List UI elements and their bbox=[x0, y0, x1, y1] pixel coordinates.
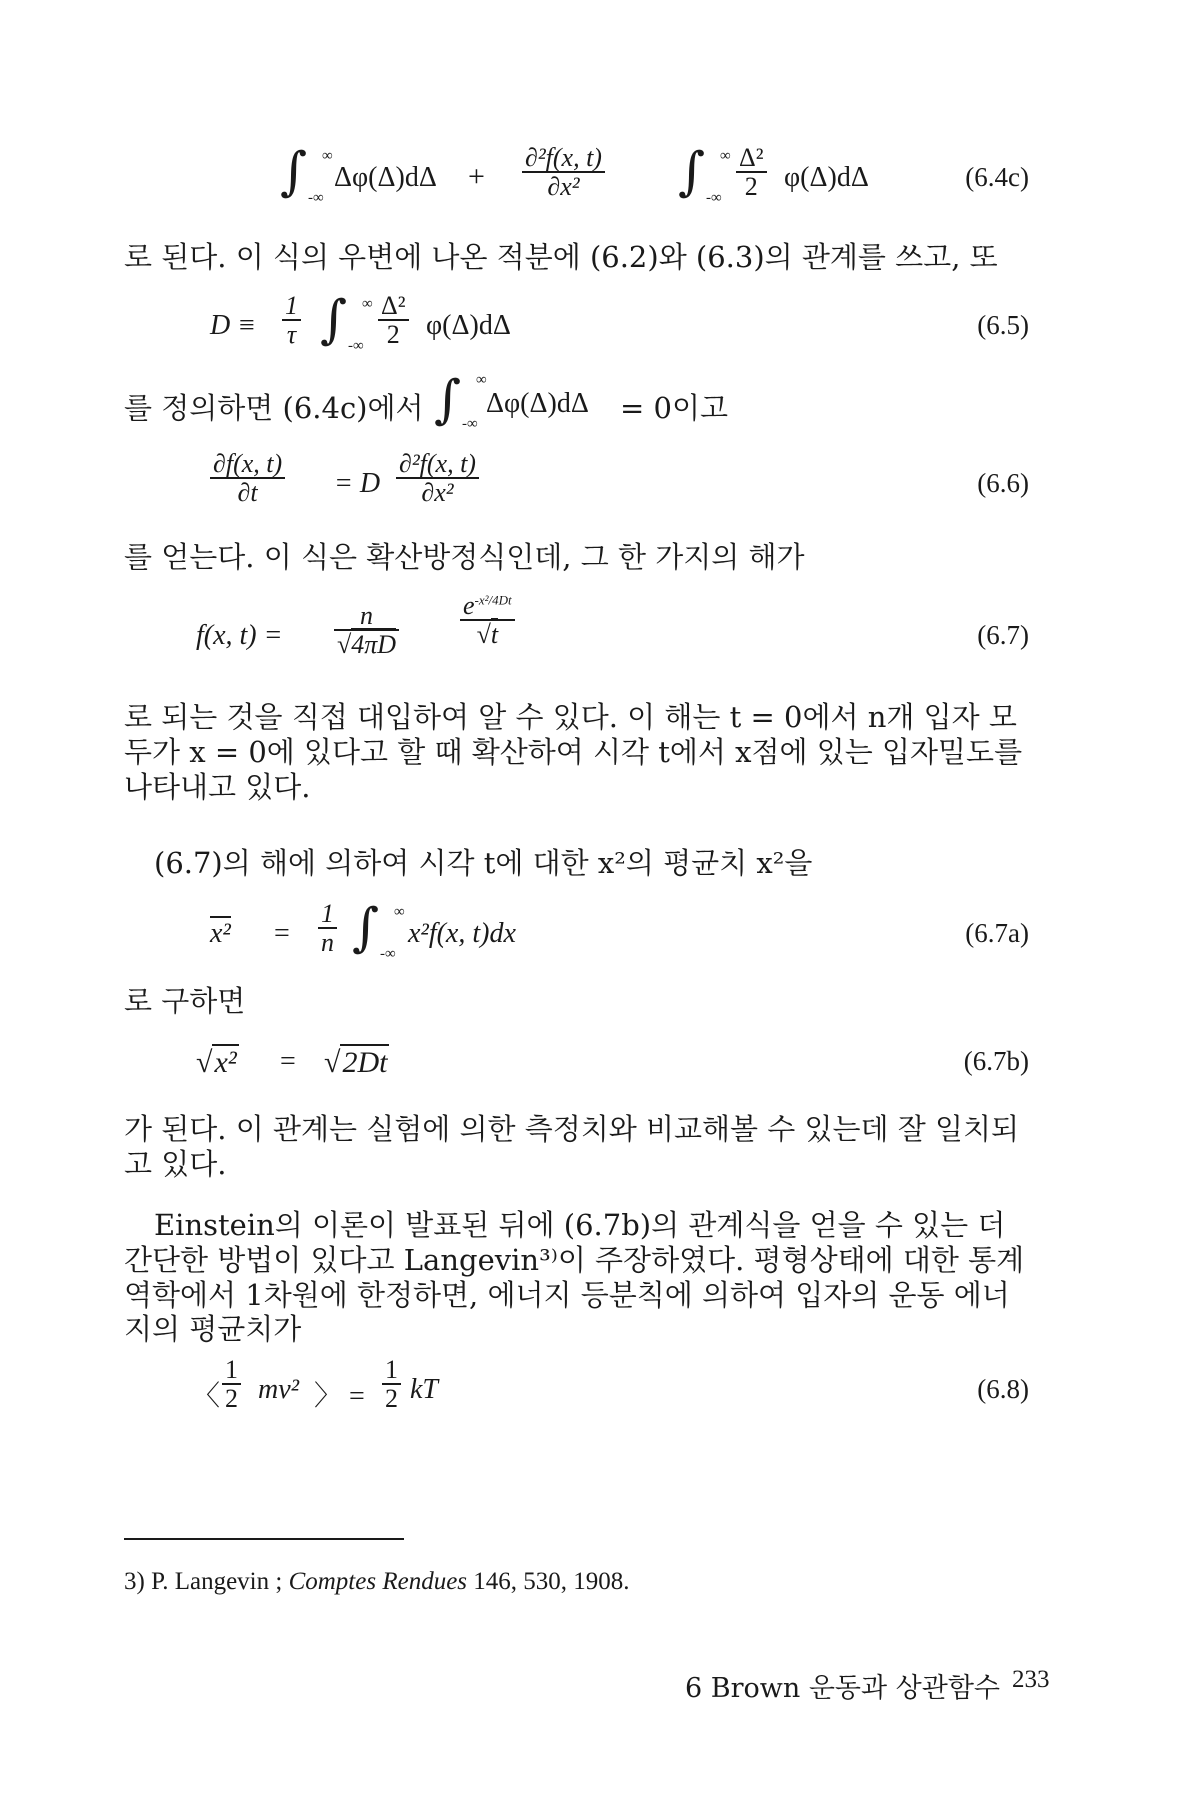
paragraph: 가 된다. 이 관계는 실험에 의한 측정치와 비교해볼 수 있는데 잘 일치되고 있다. bbox=[124, 1112, 1020, 1181]
footnote-reference: 146, 530, 1908. bbox=[473, 1568, 630, 1595]
fraction-numerator: 1 bbox=[225, 1355, 238, 1384]
one-over-n bbox=[318, 900, 337, 957]
rms-lhs: √x² bbox=[196, 1046, 237, 1079]
paragraph: (6.7)의 해에 의하여 시각 t에 대한 x²의 평균치 x²을 bbox=[154, 846, 813, 880]
time-derivative-fraction bbox=[210, 450, 285, 507]
equation-number: (6.8) bbox=[977, 1374, 1029, 1404]
equation-number: (6.5) bbox=[977, 310, 1029, 340]
fraction-numerator: n bbox=[360, 601, 374, 630]
fraction-numerator: 1 bbox=[321, 899, 334, 928]
integrand-1: Δφ(Δ)dΔ bbox=[334, 162, 437, 193]
integral-sign: ∫ bbox=[678, 142, 706, 202]
paragraph: 로 구하면 bbox=[124, 984, 246, 1018]
upper-limit: ∞ bbox=[322, 148, 333, 164]
integrand-2: φ(Δ)dΔ bbox=[784, 162, 869, 193]
equation-number: (6.7a) bbox=[965, 918, 1029, 948]
second-derivative-fraction bbox=[396, 450, 479, 507]
equation-6-7 bbox=[124, 592, 1029, 692]
inline-result: = 0이고 bbox=[620, 391, 728, 425]
lower-limit: -∞ bbox=[348, 338, 364, 354]
integral-sign: ∫ bbox=[352, 898, 380, 958]
paragraph: 로 된다. 이 식의 우변에 나온 적분에 (6.2)와 (6.3)의 관계를 쓰고, 또 bbox=[124, 240, 998, 274]
angle-close-equals: 〉 = bbox=[314, 1381, 365, 1412]
fraction-denominator: ∂x² bbox=[421, 478, 454, 508]
lower-limit: -∞ bbox=[462, 416, 478, 432]
integral-sign: ∫ bbox=[280, 142, 308, 202]
fraction-denominator: 2 bbox=[385, 1384, 398, 1414]
page-number: 233 bbox=[1012, 1666, 1050, 1693]
fraction-numerator: Δ² bbox=[739, 143, 764, 172]
one-half bbox=[222, 1356, 241, 1413]
fraction-denominator: √4πD bbox=[337, 630, 397, 660]
fraction-denominator: ∂t bbox=[237, 478, 258, 508]
fraction-numerator: ∂f(x, t) bbox=[213, 449, 283, 478]
rms-rhs: √2Dt bbox=[324, 1046, 388, 1079]
delta-squared-half bbox=[736, 144, 767, 201]
angle-open: 〈 bbox=[192, 1381, 221, 1412]
fraction-denominator: 2 bbox=[744, 172, 758, 202]
footnote-author: P. Langevin ; bbox=[151, 1568, 283, 1595]
inline-integrand: Δφ(Δ)dΔ bbox=[486, 388, 589, 419]
mean-square-lhs: x² bbox=[210, 918, 231, 949]
upper-limit: ∞ bbox=[362, 296, 373, 312]
fraction-numerator: Δ² bbox=[381, 291, 406, 320]
footnote bbox=[124, 1568, 630, 1596]
running-head: 6 Brown 운동과 상관함수 bbox=[684, 1673, 1000, 1704]
normalization-fraction bbox=[334, 602, 399, 659]
plus-sign: + bbox=[468, 160, 485, 193]
upper-limit: ∞ bbox=[394, 904, 405, 920]
fraction-numerator: 1 bbox=[385, 1355, 398, 1384]
lower-limit: -∞ bbox=[380, 946, 396, 962]
inline-integral-line bbox=[124, 370, 1029, 446]
equation-number: (6.6) bbox=[977, 468, 1029, 498]
equation-6-4c bbox=[124, 140, 1029, 250]
kinetic-term: mv² bbox=[258, 1374, 300, 1405]
lower-limit: -∞ bbox=[706, 190, 722, 206]
fraction-denominator: ∂x² bbox=[547, 172, 580, 202]
paragraph: 로 되는 것을 직접 대입하여 알 수 있다. 이 해는 t = 0에서 n개 입자 모두가 x = 0에 있다고 할 때 확산하여 시각 t에서 x점에 있는 입자밀도를 나타내고 있다. bbox=[124, 700, 1023, 804]
paragraph: 를 정의하면 (6.4c)에서 bbox=[124, 391, 424, 425]
integrand: φ(Δ)dΔ bbox=[426, 310, 511, 341]
equals-D: = D bbox=[334, 468, 381, 499]
delta-squared-half bbox=[378, 292, 409, 349]
fraction-numerator: ∂²f(x, t) bbox=[399, 449, 476, 478]
fraction-numerator: $e^{-x^2/4Dt}$ bbox=[463, 591, 512, 620]
equation-6-7b bbox=[124, 1030, 1029, 1100]
fraction-denominator: 2 bbox=[225, 1384, 238, 1414]
solution-lhs: f(x, t) = bbox=[196, 620, 283, 651]
fraction-numerator: ∂²f(x, t) bbox=[525, 143, 602, 172]
footnote-divider bbox=[124, 1538, 404, 1540]
fraction-numerator: 1 bbox=[285, 291, 298, 320]
fraction-denominator: n bbox=[321, 928, 334, 958]
gaussian-fraction bbox=[460, 592, 515, 649]
footnote-label: 3) bbox=[124, 1568, 145, 1595]
thermal-energy: kT bbox=[410, 1374, 438, 1405]
second-derivative-fraction bbox=[522, 144, 605, 201]
integral-sign: ∫ bbox=[434, 370, 462, 430]
paragraph: Einstein의 이론이 발표된 뒤에 (6.7b)의 관계식을 얻을 수 있는 더 간단한 방법이 있다고 Langevin³⁾이 주장하였다. 평형상태에 대한 통계역학에서 1차원에 한정하면, 에너지 등분칙에 의하여 입자의 운동 에너지의 평균치가 bbox=[124, 1208, 1025, 1347]
lower-limit: -∞ bbox=[308, 190, 324, 206]
equals-sign: = bbox=[274, 918, 290, 949]
paragraph: 를 얻는다. 이 식은 확산방정식인데, 그 한 가지의 해가 bbox=[124, 540, 805, 574]
footnote-journal: Comptes Rendues bbox=[288, 1568, 468, 1595]
upper-limit: ∞ bbox=[720, 148, 731, 164]
diffusion-coefficient-def: D ≡ bbox=[210, 310, 257, 341]
one-half bbox=[382, 1356, 401, 1413]
integral-sign: ∫ bbox=[320, 290, 348, 350]
fraction-denominator: √t bbox=[476, 620, 499, 650]
equals-sign: = bbox=[280, 1046, 296, 1077]
fraction-denominator: τ bbox=[286, 320, 297, 350]
fraction-denominator: 2 bbox=[386, 320, 400, 350]
equation-6-8 bbox=[124, 1352, 1029, 1462]
equation-number: (6.4c) bbox=[965, 162, 1029, 192]
integrand: x²f(x, t)dx bbox=[408, 918, 516, 949]
one-over-tau bbox=[282, 292, 301, 349]
upper-limit: ∞ bbox=[476, 372, 487, 388]
equation-number: (6.7) bbox=[977, 620, 1029, 650]
equation-number: (6.7b) bbox=[963, 1046, 1029, 1076]
